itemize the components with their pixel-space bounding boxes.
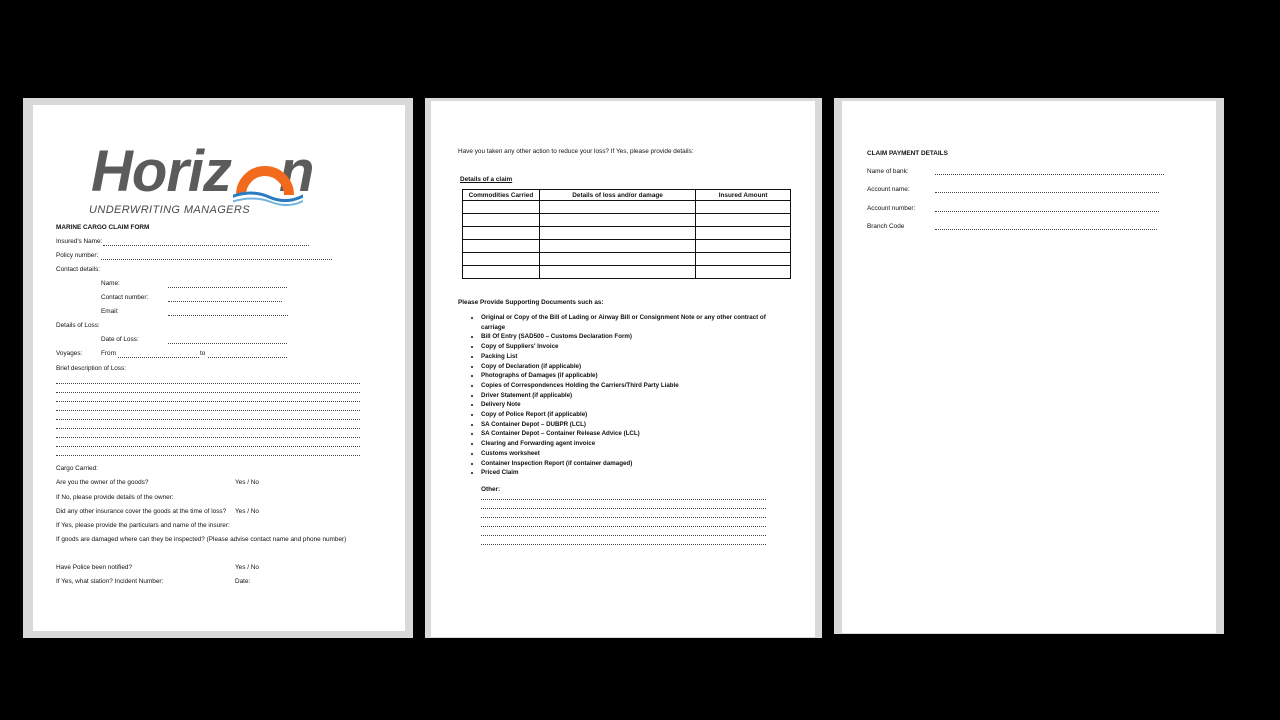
bank-name-label: Name of bank: bbox=[867, 168, 909, 175]
list-item: • Copy of Declaration (if applicable) bbox=[481, 362, 781, 372]
details-of-claim-heading: Details of a claim bbox=[460, 176, 513, 183]
reduce-loss-question: Have you taken any other action to reduce your loss? If Yes, please provide details: bbox=[458, 148, 694, 155]
logo-tagline: UNDERWRITING MANAGERS bbox=[89, 204, 250, 216]
table-cell[interactable] bbox=[539, 253, 695, 266]
date-of-loss-label: Date of Loss: bbox=[101, 336, 139, 343]
table-cell[interactable] bbox=[539, 240, 695, 253]
table-cell[interactable] bbox=[539, 227, 695, 240]
email-field[interactable] bbox=[168, 315, 288, 316]
other-insurance-yes-no[interactable]: Yes / No bbox=[235, 508, 259, 515]
branch-code-field[interactable] bbox=[935, 229, 1157, 230]
claim-payment-heading: CLAIM PAYMENT DETAILS bbox=[867, 150, 948, 157]
table-cell[interactable] bbox=[696, 201, 791, 214]
station-date-label: Date: bbox=[235, 578, 251, 585]
policy-number-label: Policy number: bbox=[56, 252, 99, 259]
supporting-documents-heading: Please Provide Supporting Documents such as: bbox=[458, 299, 604, 306]
insured-name-label: Insured's Name: bbox=[56, 238, 103, 245]
voyage-to-label: to bbox=[200, 350, 206, 357]
description-line[interactable] bbox=[56, 455, 360, 456]
policy-number-field[interactable] bbox=[101, 259, 332, 260]
voyage-to-field[interactable] bbox=[208, 357, 287, 358]
brief-description-label: Brief description of Loss: bbox=[56, 365, 126, 372]
commodities-header: Commodities Carried bbox=[463, 190, 540, 201]
table-cell[interactable] bbox=[463, 227, 540, 240]
account-name-field[interactable] bbox=[935, 192, 1159, 193]
table-row bbox=[463, 266, 791, 279]
insured-amount-header: Insured Amount bbox=[696, 190, 791, 201]
other-line[interactable] bbox=[481, 499, 766, 500]
branch-code-label: Branch Code bbox=[867, 223, 905, 230]
list-item: • Copy of Suppliers' Invoice bbox=[481, 342, 781, 352]
table-cell[interactable] bbox=[696, 240, 791, 253]
contact-number-label: Contact number: bbox=[101, 294, 149, 301]
station-question: If Yes, what station? Incident Number: bbox=[56, 578, 164, 585]
owner-yes-no[interactable]: Yes / No bbox=[235, 479, 259, 486]
voyage-from-label: From bbox=[101, 350, 116, 357]
owner-question: Are you the owner of the goods? bbox=[56, 479, 149, 486]
list-item: • Delivery Note bbox=[481, 400, 781, 410]
description-line[interactable] bbox=[56, 401, 360, 402]
logo-text-hori: Hori bbox=[91, 139, 203, 204]
table-row bbox=[463, 253, 791, 266]
contact-name-field[interactable] bbox=[168, 287, 287, 288]
description-line[interactable] bbox=[56, 446, 360, 447]
other-label: Other: bbox=[481, 486, 501, 493]
details-of-loss-label: Details of Loss: bbox=[56, 322, 100, 329]
other-line[interactable] bbox=[481, 535, 766, 536]
table-cell[interactable] bbox=[696, 227, 791, 240]
date-of-loss-field[interactable] bbox=[168, 343, 287, 344]
list-item: • Photographs of Damages (if applicable) bbox=[481, 371, 781, 381]
table-cell[interactable] bbox=[539, 201, 695, 214]
list-item: • SA Container Depot – DUBPR (LCL) bbox=[481, 420, 781, 430]
table-row bbox=[463, 201, 791, 214]
table-row bbox=[463, 227, 791, 240]
contact-number-field[interactable] bbox=[168, 301, 282, 302]
page-1 bbox=[33, 105, 405, 631]
loss-details-header: Details of loss and/or damage bbox=[539, 190, 695, 201]
table-cell[interactable] bbox=[463, 266, 540, 279]
logo-sun-wave-icon bbox=[233, 157, 303, 207]
list-item: • Bill Of Entry (SAD500 – Customs Declaration Form) bbox=[481, 332, 781, 342]
list-item: • Driver Statement (if applicable) bbox=[481, 391, 781, 401]
account-number-field[interactable] bbox=[935, 211, 1159, 212]
list-item: • Copies of Correspondences Holding the Carriers/Third Party Liable bbox=[481, 381, 781, 391]
account-name-label: Account name: bbox=[867, 186, 910, 193]
other-line[interactable] bbox=[481, 508, 766, 509]
police-question: Have Police been notified? bbox=[56, 564, 133, 571]
logo-text-n: n bbox=[279, 139, 314, 204]
description-line[interactable] bbox=[56, 428, 360, 429]
other-line[interactable] bbox=[481, 544, 766, 545]
list-item: • Clearing and Forwarding agent invoice bbox=[481, 439, 781, 449]
voyages-label: Voyages: bbox=[56, 350, 83, 357]
description-line[interactable] bbox=[56, 437, 360, 438]
table-cell[interactable] bbox=[539, 266, 695, 279]
insured-name-field[interactable] bbox=[103, 245, 309, 246]
claim-details-table bbox=[462, 189, 791, 279]
police-yes-no[interactable]: Yes / No bbox=[235, 564, 259, 571]
table-row bbox=[463, 240, 791, 253]
contact-name-label: Name: bbox=[101, 280, 120, 287]
table-cell[interactable] bbox=[463, 214, 540, 227]
list-item: • Packing List bbox=[481, 352, 781, 362]
list-item: • SA Container Depot – Container Release Advice (LCL) bbox=[481, 429, 781, 439]
table-row bbox=[463, 214, 791, 227]
bank-name-field[interactable] bbox=[935, 174, 1164, 175]
other-insurance-question: Did any other insurance cover the goods at the time of loss? bbox=[56, 508, 227, 515]
list-item: • Priced Claim bbox=[481, 468, 781, 478]
list-item: • Original or Copy of the Bill of Lading or Airway Bill or Consignment Note or any other contract of carriage bbox=[481, 313, 781, 332]
list-item: • Copy of Police Report (if applicable) bbox=[481, 410, 781, 420]
list-item: • Customs worksheet bbox=[481, 449, 781, 459]
supporting-documents-list bbox=[459, 313, 781, 478]
cargo-carried-label: Cargo Carried: bbox=[56, 465, 98, 472]
table-cell[interactable] bbox=[696, 214, 791, 227]
form-title: MARINE CARGO CLAIM FORM bbox=[56, 224, 150, 231]
description-line[interactable] bbox=[56, 410, 360, 411]
owner-details-question: If No, please provide details of the owner: bbox=[56, 494, 174, 501]
table-cell[interactable] bbox=[463, 201, 540, 214]
description-line[interactable] bbox=[56, 419, 360, 420]
table-cell[interactable] bbox=[696, 266, 791, 279]
account-number-label: Account number: bbox=[867, 205, 916, 212]
table-cell[interactable] bbox=[463, 253, 540, 266]
table-cell[interactable] bbox=[696, 253, 791, 266]
insurer-details-question: If Yes, please provide the particulars and name of the insurer: bbox=[56, 522, 230, 529]
other-line[interactable] bbox=[481, 517, 766, 518]
table-cell[interactable] bbox=[539, 214, 695, 227]
contact-details-label: Contact details: bbox=[56, 266, 101, 273]
page-3 bbox=[842, 101, 1216, 633]
logo-text-z: z bbox=[203, 139, 231, 204]
table-cell[interactable] bbox=[463, 240, 540, 253]
email-label: Email: bbox=[101, 308, 119, 315]
voyage-from-field[interactable] bbox=[118, 357, 199, 358]
table-header-row bbox=[463, 190, 791, 201]
description-line[interactable] bbox=[56, 383, 360, 384]
list-item: • Container Inspection Report (if container damaged) bbox=[481, 459, 781, 469]
inspection-question: If goods are damaged where can they be inspected? (Please advise contact name and phone number) bbox=[56, 536, 347, 543]
page-2 bbox=[431, 101, 815, 637]
description-line[interactable] bbox=[56, 392, 360, 393]
other-line[interactable] bbox=[481, 526, 766, 527]
